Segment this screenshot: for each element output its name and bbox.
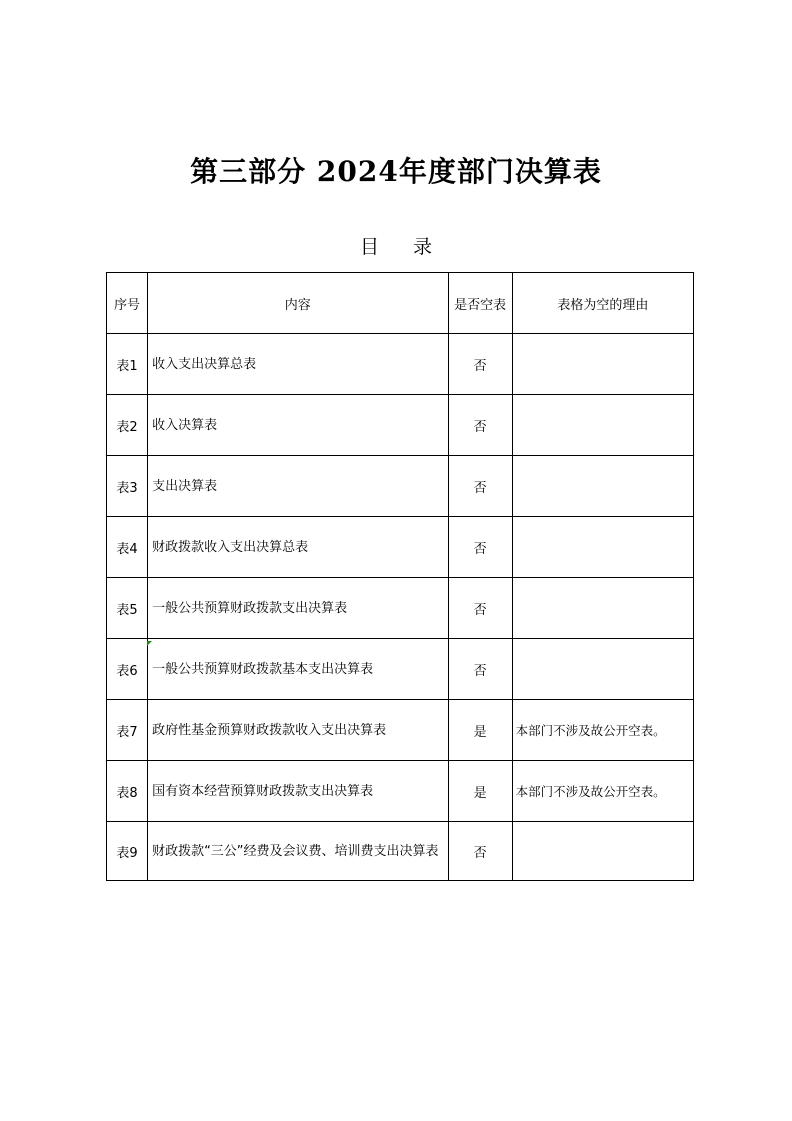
row-is-empty: 是 [448, 761, 512, 822]
row-content: 一般公共预算财政拨款支出决算表 [148, 578, 449, 639]
row-seq: 表2 [107, 395, 148, 456]
header-reason: 表格为空的理由 [512, 273, 693, 334]
row-seq: 表3 [107, 456, 148, 517]
row-reason: 本部门不涉及故公开空表。 [512, 700, 693, 761]
header-seq: 序号 [107, 273, 148, 334]
row-content: 财政拨款“三公”经费及会议费、培训费支出决算表 [148, 822, 449, 881]
row-seq: 表6 [107, 639, 148, 700]
row-reason [512, 822, 693, 881]
row-seq: 表9 [107, 822, 148, 881]
cell-comment-marker-icon [147, 641, 152, 646]
table-row [107, 517, 694, 578]
row-is-empty: 否 [448, 639, 512, 700]
row-seq: 表1 [107, 334, 148, 395]
row-content: 财政拨款收入支出决算总表 [148, 517, 449, 578]
row-reason [512, 639, 693, 700]
row-content: 支出决算表 [148, 456, 449, 517]
row-seq: 表5 [107, 578, 148, 639]
row-is-empty: 否 [448, 334, 512, 395]
table-row [107, 761, 694, 822]
row-is-empty: 否 [448, 395, 512, 456]
table-row [107, 700, 694, 761]
header-content: 内容 [148, 273, 449, 334]
row-seq: 表8 [107, 761, 148, 822]
row-reason [512, 456, 693, 517]
row-seq: 表4 [107, 517, 148, 578]
table-row [107, 578, 694, 639]
header-is-empty: 是否空表 [448, 273, 512, 334]
row-is-empty: 否 [448, 456, 512, 517]
table-header-row [107, 273, 694, 334]
row-reason: 本部门不涉及故公开空表。 [512, 761, 693, 822]
table-row [107, 456, 694, 517]
row-reason [512, 334, 693, 395]
row-content: 收入决算表 [148, 395, 449, 456]
row-is-empty: 否 [448, 822, 512, 881]
row-is-empty: 否 [448, 578, 512, 639]
table-row [107, 639, 694, 700]
row-is-empty: 是 [448, 700, 512, 761]
page-title: 第三部分 2024年度部门决算表 [190, 155, 602, 188]
table-row [107, 822, 694, 881]
table-row [107, 334, 694, 395]
row-content: 政府性基金预算财政拨款收入支出决算表 [148, 700, 449, 761]
row-reason [512, 517, 693, 578]
toc-heading: 目 录 [359, 236, 447, 258]
row-content: 国有资本经营预算财政拨款支出决算表 [148, 761, 449, 822]
row-content: 一般公共预算财政拨款基本支出决算表 [148, 639, 449, 700]
row-seq: 表7 [107, 700, 148, 761]
table-row [107, 395, 694, 456]
toc-table [106, 272, 694, 881]
row-is-empty: 否 [448, 517, 512, 578]
row-reason [512, 578, 693, 639]
row-reason [512, 395, 693, 456]
row-content: 收入支出决算总表 [148, 334, 449, 395]
